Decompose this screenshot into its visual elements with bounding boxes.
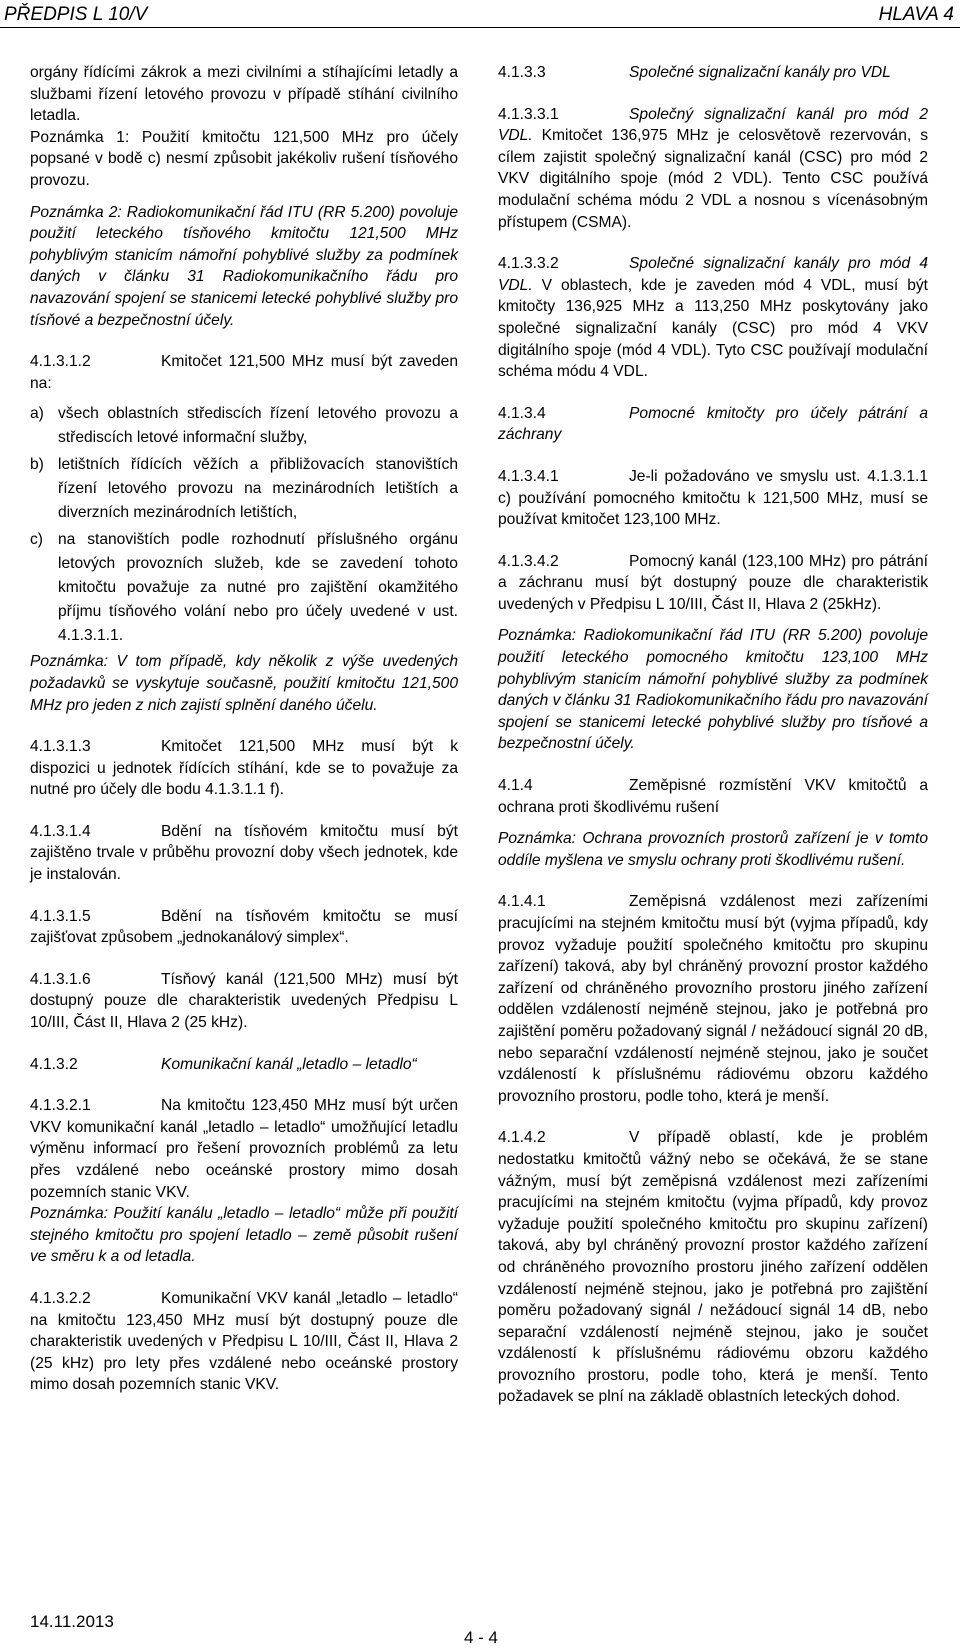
section-number: 4.1.3.4.1	[498, 467, 559, 485]
left-column	[30, 62, 458, 1396]
section-4-1-3-3-2	[498, 253, 928, 383]
list-marker: c)	[30, 531, 43, 549]
section-4-1-3-1-5	[30, 906, 458, 949]
section-number: 4.1.3.3	[498, 64, 546, 81]
footer-date: 14.11.2013	[30, 1612, 114, 1631]
section-number: 4.1.3.1.2	[30, 353, 91, 371]
list-marker: b)	[30, 456, 44, 474]
section-number: 4.1.3.4.2	[498, 552, 559, 570]
section-text: Bdění na tísňovém kmitočtu se musí zajišťovat způsobem „jednokanálový simplex“.	[30, 907, 458, 947]
section-4-1-4-2	[498, 1127, 928, 1408]
section-4-1-3-3-1	[498, 104, 928, 234]
section-4-1-3-1-4	[30, 821, 458, 886]
section-title: Komunikační kanál „letadlo – letadlo“	[161, 1055, 417, 1073]
header-chapter: HLAVA 4	[878, 4, 954, 25]
list-item	[30, 528, 458, 648]
section-text: Pomocný kanál (123,100 MHz) pro pátrání a záchranu musí být dostupný pouze dle charakteristik uvedených v Předpisu L 10/III, Část II, Hlava 2 (25kHz).	[498, 552, 928, 613]
section-number: 4.1.4.1	[498, 893, 546, 911]
section-4-1-3-3-heading	[498, 62, 928, 84]
section-4-1-3-1-6	[30, 969, 458, 1034]
section-text: Kmitočet 121,500 MHz musí být k dispozici u jednotek řídících stíhání, kde se to považuje za nutné pro účely dle bodu 4.1.3.1.1 f).	[30, 738, 458, 799]
section-4-1-4	[498, 775, 928, 818]
section-4-1-3-4-1	[498, 466, 928, 531]
section-number: 4.1.3.1.5	[30, 907, 91, 925]
section-4-1-3-4-2	[498, 551, 928, 616]
list-item	[30, 453, 458, 525]
section-number: 4.1.3.2.2	[30, 1289, 91, 1307]
section-text: Kmitočet 136,975 MHz je celosvětově rezervován, s cílem zajistit společný signalizační kanál (CSC) pro mód 2 VKV digitálního spoje (mód 2 VDL). Tento CSC používá modulační schéma módu 2 VDL a nosnou s vícenásobným přístupem (CSMA).	[498, 127, 928, 231]
section-4-1-4-1	[498, 891, 928, 1107]
note-6: Poznámka: Ochrana provozních prostorů zařízení je v tomto oddíle myšlena ve smyslu ochrany proti škodlivému rušení.	[498, 830, 928, 869]
section-text: Zeměpisné rozmístění VKV kmitočtů a ochrana proti škodlivému rušení	[498, 777, 928, 816]
frequency-list	[30, 402, 458, 648]
section-number: 4.1.3.1.4	[30, 822, 91, 840]
section-text: Na kmitočtu 123,450 MHz musí být určen VKV komunikační kanál „letadlo – letadlo“ umožňující letadlu výměnu informací pro řešení provozních problémů za letu přes vzdálené nebo oceánské prostory mimo dosah pozemních stanic VKV.	[30, 1097, 458, 1201]
footer-page-number: 4 - 4	[464, 1628, 499, 1647]
list-item-text: na stanovištích podle rozhodnutí příslušného orgánu letových provozních služeb, kde se zavedení tohoto kmitočtu považuje za nutné pro zajištění okamžitého příjmu tísňového volání nebo pro účely uvedené v ust. 4.1.3.1.1.	[58, 531, 458, 645]
section-number: 4.1.3.2	[30, 1055, 78, 1073]
note-5: Poznámka: Radiokomunikační řád ITU (RR 5.200) povoluje použití leteckého pomocného kmitočtu 123,100 MHz pohyblivým stanicím námořní pohyblivé služby za podmínek daných v článku 31 Radiokomunikačního řádu pro navazování spojení se stanicemi letecké pohyblivé služby pro tísňové a bezpečnostní účely.	[498, 627, 928, 753]
section-text: V oblastech, kde je zaveden mód 4 VDL, musí být kmitočty 136,925 MHz a 113,250 MHz poskytovány jako společné signalizační kanály (CSC) pro mód 4 VKV digitálního spoje (mód 4 VDL). Tyto CSC používají modulační schéma módu 4 VDL.	[498, 276, 928, 381]
note-1: Poznámka 1: Použití kmitočtu 121,500 MHz pro účely popsané v bodě c) nesmí způsobit jakékoliv rušení tísňového provozu.	[30, 128, 458, 189]
section-number: 4.1.3.2.1	[30, 1097, 91, 1115]
section-text: Tísňový kanál (121,500 MHz) musí být dostupný pouze dle charakteristik uvedených Předpisu L 10/III, Část II, Hlava 2 (25 kHz).	[30, 970, 458, 1032]
list-item	[30, 402, 458, 450]
header-rule	[0, 27, 960, 28]
right-column	[498, 62, 928, 1408]
section-text: V případě oblastí, kde je problém nedostatku kmitočtů vážný nebo se očekává, že se stane vážným, musí být zeměpisná vzdálenost mezi zařízeními pracujícími na stejném kmitočtu (vyjma případů, kdy provoz vyžaduje použití společného kmitočtu pro skupinu zařízení) taková, aby byl chráněný provozní prostor každého zařízení od chráněného provozního prostoru jiného zařízení oddělen vzdáleností nejméně stejnou, jako je potřebná pro zajištění poměru požadovaný signál / nežádoucí signál 14 dB, nebo separační vzdáleností nejméně stejnou, jako je součet vzdáleností k příslušnému rádiovému obzoru každého provozního prostoru, podle toho, která je menší. Tento požadavek se plní na základě oblastních leteckých dohod.	[498, 1129, 928, 1406]
intro-paragraph: orgány řídícími zákrok a mezi civilními a stíhajícími letadly a službami řízení letového provozu v případě stíhání civilního letadla.	[30, 64, 458, 125]
section-number: 4.1.4	[498, 777, 533, 795]
section-title: Společné signalizační kanály pro mód 4 VDL.	[498, 255, 928, 294]
section-number: 4.1.3.3.1	[498, 105, 559, 123]
section-title: Společný signalizační kanál pro mód 2 VDL.	[498, 105, 928, 145]
section-text: Zeměpisná vzdálenost mezi zařízeními pracujícími na stejném kmitočtu musí být (vyjma případů, kdy provoz vyžaduje použití společného kmitočtu pro skupinu zařízení) taková, aby byl chráněný provozní prostor každého zařízení od chráněného provozního prostoru jiného zařízení oddělen vzdáleností nejméně stejnou, jako je potřebná pro zajištění poměru požadovaný signál / nežádoucí signál 20 dB, nebo separační vzdáleností nejméně stejnou, jako je součet vzdáleností k příslušnému rádiovému obzoru každého provozního prostoru, podle toho, která je menší.	[498, 893, 928, 1105]
note-4: Poznámka: Použití kanálu „letadlo – letadlo“ může při použití stejného kmitočtu pro spojení letadlo – země působit rušení ve směru k a od letadla.	[30, 1205, 458, 1266]
list-marker: a)	[30, 405, 44, 423]
section-text: Bdění na tísňovém kmitočtu musí být zajištěno trvale v průběhu provozní doby všech jednotek, kde je instalován.	[30, 822, 458, 884]
note-2: Poznámka 2: Radiokomunikační řád ITU (RR 5.200) povoluje použití leteckého tísňového kmitočtu 121,500 MHz pohyblivým stanicím námořní pohyblivé služby za podmínek daných v článku 31 Radiokomunikačního řádu pro navazování spojení se stanicemi letecké pohyblivé služby pro tísňové a bezpečnostní účely.	[30, 203, 458, 329]
section-text: Kmitočet 121,500 MHz musí být zaveden na:	[30, 353, 458, 392]
section-number: 4.1.3.3.2	[498, 255, 559, 273]
section-4-1-3-4-heading	[498, 403, 928, 446]
page-header	[0, 0, 960, 30]
section-text: Komunikační VKV kanál „letadlo – letadlo“ na kmitočtu 123,450 MHz musí být dostupný pouze dle charakteristik uvedených v Předpisu L 10/III, Část II, Hlava 2 (25 kHz) pro lety přes vzdálené nebo oceánské prostory mimo dosah pozemních stanic VKV.	[30, 1289, 458, 1394]
section-title: Společné signalizační kanály pro VDL	[629, 64, 891, 81]
note-3: Poznámka: V tom případě, kdy několik z výše uvedených požadavků se vyskytuje současně, použití kmitočtu 121,500 MHz pro jeden z nich zajistí splnění daného účelu.	[30, 653, 458, 714]
section-text: Je-li požadováno ve smyslu ust. 4.1.3.1.1 c) používání pomocného kmitočtu k 121,500 MHz, musí se používat kmitočet 123,100 MHz.	[498, 467, 928, 529]
header-document-title: PŘEDPIS L 10/V	[4, 4, 148, 25]
section-4-1-3-1-2	[30, 351, 458, 394]
section-4-1-3-1-3	[30, 736, 458, 801]
list-item-text: letištních řídících věžích a přibližovacích stanovištích řízení letového provozu na mezinárodních letištích a diverzních mezinárodních letištích,	[58, 456, 458, 522]
section-4-1-3-2-2	[30, 1288, 458, 1396]
section-number: 4.1.3.4	[498, 404, 546, 422]
section-number: 4.1.3.1.3	[30, 738, 91, 756]
section-4-1-3-2-1	[30, 1095, 458, 1203]
section-title: Pomocné kmitočty pro účely pátrání a záchrany	[498, 404, 928, 444]
section-number: 4.1.3.1.6	[30, 970, 91, 988]
list-item-text: všech oblastních střediscích řízení letového provozu a střediscích letové informační služby,	[58, 405, 458, 447]
section-4-1-3-2-heading	[30, 1054, 458, 1076]
section-number: 4.1.4.2	[498, 1129, 546, 1147]
